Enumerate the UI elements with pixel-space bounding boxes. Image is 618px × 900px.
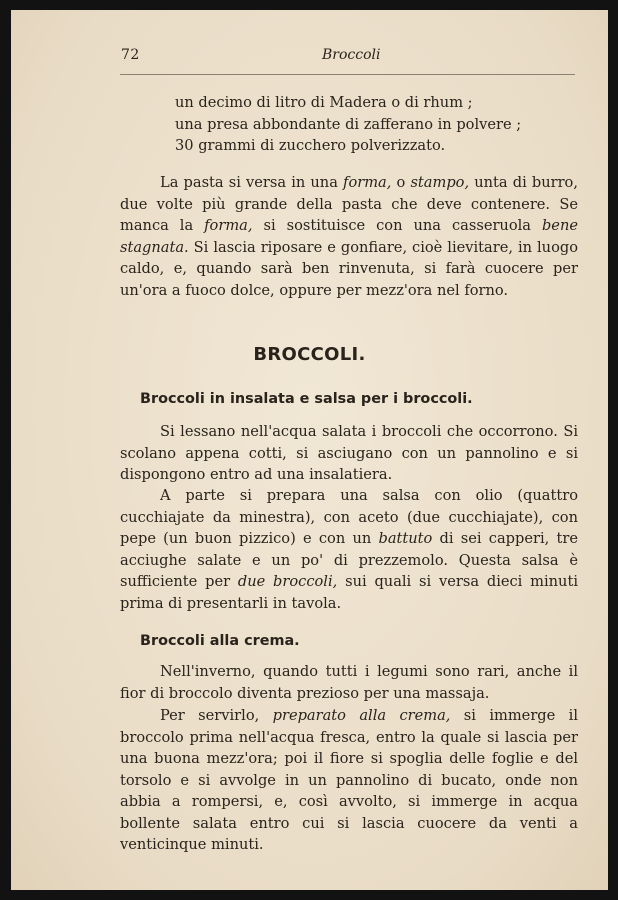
ingredient-line: 30 grammi di zucchero polverizzato. [175,137,446,154]
text-run: Si lascia riposare e gonfiare, cioè lievitare, in luogo caldo, e, quando sarà ben rinvenuta, si farà cuocere per un'ora a fuoco dolce, oppure per mezz'ora nel forno. [120,238,578,299]
italic-term: due broccoli, [237,573,338,590]
text-run: o [391,174,411,191]
text-run: A parte si prepara una salsa con olio (quattro cucchiajate da minestra), con aceto (due cucchiajate), con pepe (un buon pizzico) e con un [120,487,578,547]
ingredient-line: una presa abbondante di zafferano in polvere ; [175,115,522,133]
header-rule [120,74,575,75]
italic-term: battuto [378,530,433,547]
text-run: sui quali si versa dieci minuti prima di presentarli in tavola. [120,573,578,612]
italic-term: preparato alla crema, [272,707,451,724]
text-run: di sei capperi, tre acciughe salate e un po' di prezzemolo. Questa salsa è sufficiente per [120,530,578,590]
italic-term: forma, [204,217,253,234]
recipe-paragraph [120,485,578,614]
recipe-paragraph [120,705,578,856]
pasta-paragraph [120,172,578,301]
recipe-title: Broccoli in insalata e salsa per i broccoli. [140,391,473,407]
text-run: La pasta si versa in una [160,174,344,191]
text-run: si immerge il broccolo prima nell'acqua fresca, entro la quale si lascia per una buona mezz'ora; poi il fiore si spoglia delle foglie e del torsolo e si avvolge in un pannolino di bucato, onde non abbia a rompersi, e, così avvolto, si immerge in acqua bollente salata entro cui si lascia cuocere da venti a venticinque minuti. [120,707,578,853]
page-number: 72 [121,47,140,63]
ingredient-line: un decimo di litro di Madera o di rhum ; [175,94,473,111]
text-run: Per servirlo, [160,707,273,724]
italic-term: bene stagnata. [120,217,578,256]
text-run: unta di burro, due volte più grande della pasta che deve contenere. Se manca la [120,174,578,234]
running-title: Broccoli [322,47,381,63]
italic-term: stampo, [410,174,470,191]
italic-term: forma, [343,174,392,191]
ingredient-list [175,92,521,157]
text-run: si sostituisce con una casseruola [252,217,542,234]
book-page [11,10,608,890]
recipe-title: Broccoli alla crema. [140,633,300,649]
recipe-paragraph: Nell'inverno, quando tutti i legumi sono rari, anche il fior di broccolo diventa prezioso per una massaja. [120,663,578,702]
chapter-title: BROCCOLI. [253,344,366,365]
recipe-paragraph: Si lessano nell'acqua salata i broccoli che occorrono. Si scolano appena cotti, si asciugano con un pannolino e si dispongono entro ad una insalatiera. [120,423,578,483]
